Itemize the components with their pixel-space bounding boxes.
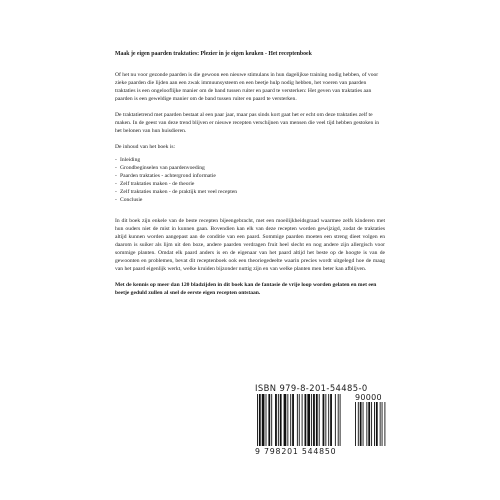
barcode-addon-bar <box>371 402 372 446</box>
barcode-addon-bar <box>382 402 383 446</box>
barcode-bar <box>275 394 277 446</box>
ean-number: 9 798201 544850 <box>255 447 337 456</box>
barcode-bar <box>313 394 315 446</box>
barcode-addon-bar <box>376 402 378 446</box>
contents-item: - Grondbeginselen van paardenvoeding <box>115 164 385 172</box>
contents-item: - Zelf traktaties maken - de praktijk met veel recepten <box>115 188 385 196</box>
barcode-bar <box>325 394 326 446</box>
isbn-barcode <box>255 383 390 461</box>
barcode-bar <box>292 394 294 446</box>
barcode-addon-bar <box>363 402 364 446</box>
barcode-addon-bar <box>355 402 356 446</box>
barcode-addon-bar <box>384 402 385 446</box>
contents-heading: De inhoud van het boek is: <box>115 144 176 150</box>
barcode-bar <box>316 394 318 446</box>
barcode-addon-number: 90000 <box>355 393 382 402</box>
barcode-bar <box>262 394 265 446</box>
barcode-bar <box>319 394 320 446</box>
barcode-bar <box>257 394 258 446</box>
closing-paragraph: Met de kennis op meer dan 120 bladzijden in dit boek kan de fantasie de vrije loop worden gelaten en met een beetje geduld zullen al snel de eerste eigen recepten ontstaan. <box>115 282 377 296</box>
intro-paragraph-2: De traktatietrend met paarden bestaat al een paar jaar, maar pas sinds kort gaat het er echt om deze traktaties zelf te maken. In de geest van deze trend blijven er nieuwe recepten verschijnen van mensen die veel tijd hebben gestoken in het belonen van hun huisdieren. <box>115 112 380 134</box>
barcode-addon-bar <box>368 402 370 446</box>
barcode-bar <box>297 394 298 446</box>
barcode-bar <box>290 394 291 446</box>
barcode-addon-bar <box>366 402 367 446</box>
barcode-addon-bar <box>380 402 381 446</box>
barcode-bar <box>302 394 303 446</box>
barcode-addon-bar <box>358 402 359 446</box>
contents-item: - Zelf traktaties maken - de theorie <box>115 180 385 188</box>
body-paragraph: In dit boek zijn enkele van de beste recepten bijeengebracht, met een moeilijkheidsgraad waarmee zelfs kinderen met hun ouders niet de mist in kunnen gaan. Bovendien kan elk van deze recepten worden gewijzigd, zodat de traktaties altijd kunnen worden aangepast aan de conditie van een paard. Sommige paarden moeten een streng dieet volgen en daarom is suiker als lijm uit den boze, andere paarden verdragen fruit heel slecht en nog andere zijn allergisch voor sommige planten. Omdat elk paard anders is en de eigenaar van het paard altijd het beste op de hoogte is van de gewoonten en problemen, bevat dit receptenboek ook een theoriegedeelte waarin precies wordt uitgelegd hoe de maag van het paard eigenlijk werkt, welke kruiden bijzonder nuttig zijn en van welke planten men beter kan afblijven. <box>115 218 385 272</box>
contents-list <box>115 156 385 204</box>
book-title: Maak je eigen paarden traktaties: Plezier in je eigen keuken - Het receptenboek <box>115 51 312 57</box>
barcode-bar <box>266 394 267 446</box>
barcode-bar <box>323 394 325 446</box>
barcode-bar <box>278 394 279 446</box>
barcode-bar <box>307 394 310 446</box>
barcode-bar <box>259 394 261 446</box>
barcode-bar <box>340 394 341 446</box>
barcode-bar <box>268 394 270 446</box>
contents-item: - Conclusie <box>115 196 385 204</box>
intro-paragraph-1: Of het nu voor gezonde paarden is die gewoon een nieuwe stimulans in hun dagelijkse training nodig hebben, of voor zieke paarden die lijden aan een zwak immuunsysteem en een beetje hulp nodig hebben, het voeren van paarden traktaties is een ongelooflijke manier om de band tussen ruiter en paard te versterken: Het geven van traktaties aan paarden is een geweldige manier om de band tussen ruiter en paard te versterken. <box>115 72 379 102</box>
back-cover-text <box>115 50 385 305</box>
barcode-bar <box>271 394 272 446</box>
barcode-addon-bar <box>360 402 362 446</box>
barcode-bar <box>287 394 288 446</box>
barcode-addon-bar <box>374 402 375 446</box>
barcode-bar <box>280 394 282 446</box>
barcode-bars <box>257 394 389 451</box>
barcode-bar <box>338 394 339 446</box>
barcode-bar <box>330 394 332 446</box>
contents-item: - Paarden traktaties - achtergrond informatie <box>115 172 385 180</box>
barcode-bar <box>335 394 336 446</box>
barcode-bar <box>299 394 300 446</box>
barcode-bar <box>311 394 312 446</box>
barcode-bar <box>328 394 329 446</box>
barcode-bar <box>305 394 307 446</box>
contents-item: - Inleiding <box>115 156 385 164</box>
barcode-bar <box>284 394 287 446</box>
isbn-label: ISBN 979-8-201-54485-0 <box>255 383 368 393</box>
